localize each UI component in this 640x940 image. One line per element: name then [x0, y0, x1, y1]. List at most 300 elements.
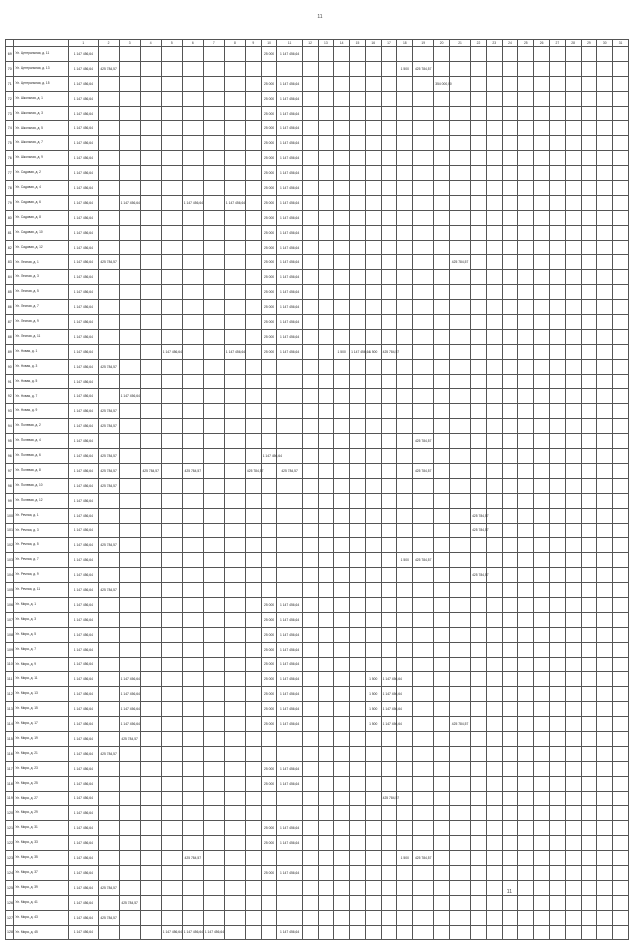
value-cell	[334, 836, 350, 851]
value-cell	[450, 761, 471, 776]
value-cell	[245, 47, 261, 62]
value-cell	[549, 61, 565, 76]
value-cell	[581, 240, 597, 255]
value-cell: 1 500	[365, 687, 381, 702]
value-cell	[302, 776, 318, 791]
value-cell	[450, 181, 471, 196]
value-cell	[350, 612, 366, 627]
value-cell	[182, 121, 203, 136]
value-cell	[161, 76, 182, 91]
value-cell	[350, 374, 366, 389]
value-cell: 1 147 456,64	[224, 195, 245, 210]
value-cell	[365, 329, 381, 344]
value-cell	[318, 300, 334, 315]
value-cell	[549, 463, 565, 478]
value-cell	[502, 821, 518, 836]
address-cell: Ул. Мира, д. 17	[14, 717, 69, 732]
value-cell	[365, 493, 381, 508]
address-cell: Ул. Мира, д. 3	[14, 612, 69, 627]
value-cell	[140, 166, 161, 181]
value-cell	[119, 925, 140, 940]
table-row	[6, 717, 629, 732]
value-cell	[397, 836, 413, 851]
value-cell	[140, 389, 161, 404]
row-number: 116	[6, 746, 14, 761]
address-cell: Ул. Лесная, д. 9	[14, 315, 69, 330]
value-cell: 425 784,57	[98, 255, 119, 270]
value-cell	[302, 270, 318, 285]
address-cell: Ул. Речная, д. 5	[14, 538, 69, 553]
value-cell	[334, 821, 350, 836]
value-cell	[119, 300, 140, 315]
value-cell	[597, 136, 613, 151]
value-cell	[98, 195, 119, 210]
value-cell	[518, 583, 534, 598]
value-cell	[224, 687, 245, 702]
value-cell	[613, 389, 629, 404]
address-cell: Ул. Садовая, д. 4	[14, 181, 69, 196]
value-cell: 1 147 456,64	[277, 255, 302, 270]
value-cell	[140, 225, 161, 240]
table-row	[6, 76, 629, 91]
value-cell	[140, 910, 161, 925]
value-cell	[534, 717, 550, 732]
address-cell: Ул. Мира, д. 29	[14, 806, 69, 821]
value-cell	[203, 166, 224, 181]
value-cell	[224, 404, 245, 419]
value-cell	[334, 315, 350, 330]
value-cell	[140, 508, 161, 523]
value-cell	[486, 463, 502, 478]
value-cell	[397, 359, 413, 374]
value-cell	[565, 121, 581, 136]
value-cell	[502, 106, 518, 121]
value-cell	[302, 702, 318, 717]
value-cell	[245, 255, 261, 270]
value-cell	[381, 821, 397, 836]
address-cell: Ул. Речная, д. 7	[14, 553, 69, 568]
value-cell	[502, 240, 518, 255]
value-cell	[450, 121, 471, 136]
value-cell	[350, 389, 366, 404]
value-cell	[365, 315, 381, 330]
value-cell	[182, 240, 203, 255]
value-cell	[502, 225, 518, 240]
value-cell	[413, 717, 434, 732]
value-cell	[318, 76, 334, 91]
value-cell	[434, 121, 450, 136]
value-cell	[613, 270, 629, 285]
value-cell	[381, 315, 397, 330]
table-row	[6, 865, 629, 880]
value-cell	[98, 166, 119, 181]
value-cell	[161, 687, 182, 702]
value-cell	[450, 865, 471, 880]
value-cell	[471, 389, 487, 404]
value-cell	[224, 478, 245, 493]
value-cell	[350, 106, 366, 121]
value-cell	[318, 925, 334, 940]
value-cell	[161, 538, 182, 553]
value-cell	[224, 821, 245, 836]
value-cell	[518, 315, 534, 330]
value-cell	[471, 597, 487, 612]
value-cell	[434, 597, 450, 612]
value-cell	[182, 374, 203, 389]
value-cell	[98, 836, 119, 851]
value-cell	[518, 746, 534, 761]
value-cell	[365, 523, 381, 538]
value-cell	[613, 568, 629, 583]
value-cell	[119, 374, 140, 389]
value-cell	[534, 255, 550, 270]
value-cell	[613, 583, 629, 598]
value-cell	[365, 925, 381, 940]
value-cell	[565, 523, 581, 538]
value-cell	[381, 836, 397, 851]
value-cell	[182, 76, 203, 91]
value-cell	[450, 925, 471, 940]
value-cell	[549, 687, 565, 702]
value-cell	[302, 181, 318, 196]
value-cell	[224, 106, 245, 121]
value-cell	[434, 538, 450, 553]
value-cell	[381, 657, 397, 672]
value-cell	[565, 434, 581, 449]
value-cell	[581, 806, 597, 821]
value-cell	[613, 702, 629, 717]
value-cell	[502, 702, 518, 717]
row-number: 128	[6, 925, 14, 940]
value-cell	[450, 568, 471, 583]
value-cell	[334, 553, 350, 568]
value-cell	[261, 880, 277, 895]
value-cell	[302, 61, 318, 76]
value-cell	[119, 449, 140, 464]
value-cell	[434, 344, 450, 359]
value-cell	[413, 612, 434, 627]
value-cell	[224, 568, 245, 583]
row-number: 111	[6, 672, 14, 687]
value-cell	[203, 240, 224, 255]
value-cell	[581, 61, 597, 76]
table-row	[6, 329, 629, 344]
value-cell	[534, 657, 550, 672]
value-cell	[261, 478, 277, 493]
value-cell	[381, 776, 397, 791]
value-cell	[502, 865, 518, 880]
value-cell: 1 147 456,64	[277, 240, 302, 255]
value-cell	[581, 851, 597, 866]
value-cell	[140, 285, 161, 300]
value-cell	[203, 181, 224, 196]
value-cell	[597, 836, 613, 851]
row-number: 124	[6, 865, 14, 880]
value-cell	[597, 389, 613, 404]
value-cell: 1 147 456,64	[69, 210, 98, 225]
value-cell	[365, 106, 381, 121]
value-cell	[161, 702, 182, 717]
value-cell	[302, 76, 318, 91]
value-cell	[613, 91, 629, 106]
row-number: 102	[6, 538, 14, 553]
value-cell: 1 500	[365, 702, 381, 717]
value-cell	[203, 717, 224, 732]
value-cell	[381, 731, 397, 746]
value-cell	[350, 523, 366, 538]
value-cell	[502, 255, 518, 270]
value-cell: 1 147 456,64	[277, 702, 302, 717]
value-cell	[597, 225, 613, 240]
value-cell	[534, 329, 550, 344]
value-cell: 25 000	[261, 166, 277, 181]
value-cell	[450, 746, 471, 761]
value-cell	[245, 583, 261, 598]
value-cell	[381, 359, 397, 374]
value-cell	[318, 240, 334, 255]
value-cell	[245, 106, 261, 121]
value-cell	[350, 463, 366, 478]
value-cell	[549, 493, 565, 508]
value-cell	[518, 300, 534, 315]
value-cell	[318, 225, 334, 240]
value-cell	[365, 419, 381, 434]
value-cell	[277, 910, 302, 925]
value-cell	[203, 672, 224, 687]
address-cell: Ул. Полевая, д. 2	[14, 419, 69, 434]
value-cell	[277, 746, 302, 761]
table-row	[6, 270, 629, 285]
value-cell	[161, 166, 182, 181]
value-cell	[318, 731, 334, 746]
value-cell	[534, 597, 550, 612]
address-cell: Ул. Центральная, д. 15	[14, 76, 69, 91]
value-cell	[471, 553, 487, 568]
value-cell	[486, 493, 502, 508]
value-cell: 25 000	[261, 225, 277, 240]
value-cell	[502, 612, 518, 627]
value-cell: 1 147 456,64	[277, 270, 302, 285]
value-cell	[302, 478, 318, 493]
value-cell	[261, 493, 277, 508]
value-cell	[597, 672, 613, 687]
value-cell	[502, 687, 518, 702]
value-cell	[203, 195, 224, 210]
value-cell	[140, 181, 161, 196]
value-cell	[486, 47, 502, 62]
value-cell	[434, 731, 450, 746]
value-cell	[471, 47, 487, 62]
value-cell	[581, 538, 597, 553]
value-cell	[597, 419, 613, 434]
value-cell	[245, 91, 261, 106]
value-cell	[549, 240, 565, 255]
value-cell	[140, 538, 161, 553]
value-cell	[245, 166, 261, 181]
value-cell	[365, 612, 381, 627]
value-cell	[471, 925, 487, 940]
value-cell	[486, 880, 502, 895]
value-cell	[119, 181, 140, 196]
value-cell	[365, 553, 381, 568]
value-cell: 425 784,57	[140, 463, 161, 478]
address-cell: Ул. Мира, д. 1	[14, 597, 69, 612]
value-cell	[502, 47, 518, 62]
value-cell	[597, 195, 613, 210]
value-cell	[318, 195, 334, 210]
address-cell: Ул. Школьная, д. 5	[14, 121, 69, 136]
value-cell	[302, 523, 318, 538]
value-cell	[486, 389, 502, 404]
value-cell	[518, 493, 534, 508]
value-cell	[140, 106, 161, 121]
value-cell	[471, 642, 487, 657]
value-cell	[597, 851, 613, 866]
value-cell	[413, 791, 434, 806]
value-cell	[518, 210, 534, 225]
value-cell	[565, 255, 581, 270]
column-header	[14, 40, 69, 47]
value-cell	[302, 151, 318, 166]
row-number: 94	[6, 419, 14, 434]
value-cell	[365, 538, 381, 553]
value-cell	[277, 851, 302, 866]
value-cell	[565, 47, 581, 62]
value-cell	[203, 612, 224, 627]
value-cell	[318, 538, 334, 553]
value-cell	[203, 315, 224, 330]
value-cell	[119, 821, 140, 836]
column-header: 19	[413, 40, 434, 47]
value-cell	[486, 717, 502, 732]
value-cell	[140, 76, 161, 91]
value-cell	[98, 702, 119, 717]
value-cell	[534, 225, 550, 240]
value-cell	[350, 181, 366, 196]
value-cell	[161, 285, 182, 300]
value-cell: 1 147 456,64	[69, 106, 98, 121]
value-cell	[450, 463, 471, 478]
value-cell	[502, 151, 518, 166]
value-cell	[549, 76, 565, 91]
value-cell	[277, 404, 302, 419]
value-cell	[613, 687, 629, 702]
value-cell	[486, 702, 502, 717]
value-cell	[245, 791, 261, 806]
value-cell	[549, 597, 565, 612]
value-cell	[203, 61, 224, 76]
table-row	[6, 463, 629, 478]
value-cell	[613, 821, 629, 836]
value-cell	[581, 136, 597, 151]
table-row	[6, 583, 629, 598]
value-cell	[597, 612, 613, 627]
value-cell	[565, 910, 581, 925]
value-cell	[434, 449, 450, 464]
address-cell: Ул. Мира, д. 15	[14, 702, 69, 717]
value-cell: 425 784,57	[98, 419, 119, 434]
value-cell	[140, 731, 161, 746]
value-cell	[318, 121, 334, 136]
value-cell	[140, 121, 161, 136]
value-cell	[161, 791, 182, 806]
value-cell	[350, 195, 366, 210]
value-cell: 1 147 456,64	[69, 255, 98, 270]
value-cell	[98, 121, 119, 136]
value-cell	[502, 925, 518, 940]
value-cell	[277, 731, 302, 746]
value-cell	[597, 359, 613, 374]
value-cell	[140, 434, 161, 449]
value-cell	[350, 300, 366, 315]
value-cell	[518, 702, 534, 717]
value-cell	[613, 195, 629, 210]
value-cell	[203, 329, 224, 344]
value-cell	[350, 47, 366, 62]
value-cell	[302, 731, 318, 746]
value-cell: 1 500	[397, 851, 413, 866]
value-cell: 1 147 456,64	[277, 151, 302, 166]
value-cell	[534, 106, 550, 121]
value-cell: 1 500	[365, 672, 381, 687]
value-cell	[140, 136, 161, 151]
value-cell	[486, 627, 502, 642]
value-cell	[140, 61, 161, 76]
value-cell	[581, 449, 597, 464]
value-cell	[381, 76, 397, 91]
column-header: 25	[518, 40, 534, 47]
value-cell	[365, 181, 381, 196]
address-cell: Ул. Речная, д. 9	[14, 568, 69, 583]
value-cell	[381, 642, 397, 657]
value-cell	[140, 195, 161, 210]
value-cell	[381, 329, 397, 344]
value-cell	[471, 717, 487, 732]
value-cell	[397, 91, 413, 106]
value-cell	[413, 449, 434, 464]
value-cell	[381, 61, 397, 76]
value-cell	[365, 880, 381, 895]
value-cell	[203, 344, 224, 359]
value-cell	[119, 806, 140, 821]
value-cell	[486, 106, 502, 121]
value-cell	[597, 806, 613, 821]
value-cell	[397, 151, 413, 166]
value-cell	[245, 553, 261, 568]
value-cell	[334, 523, 350, 538]
value-cell	[277, 374, 302, 389]
value-cell	[350, 136, 366, 151]
value-cell	[597, 181, 613, 196]
value-cell: 1 147 456,64	[277, 315, 302, 330]
value-cell	[140, 672, 161, 687]
value-cell	[161, 47, 182, 62]
value-cell	[365, 746, 381, 761]
value-cell	[450, 240, 471, 255]
value-cell	[182, 523, 203, 538]
value-cell	[549, 865, 565, 880]
value-cell	[365, 151, 381, 166]
value-cell	[613, 538, 629, 553]
value-cell	[98, 76, 119, 91]
value-cell: 25 000	[261, 300, 277, 315]
value-cell: 1 147 456,64	[69, 121, 98, 136]
value-cell	[182, 136, 203, 151]
value-cell	[502, 419, 518, 434]
column-header: 4	[140, 40, 161, 47]
value-cell	[518, 687, 534, 702]
column-header: 18	[397, 40, 413, 47]
